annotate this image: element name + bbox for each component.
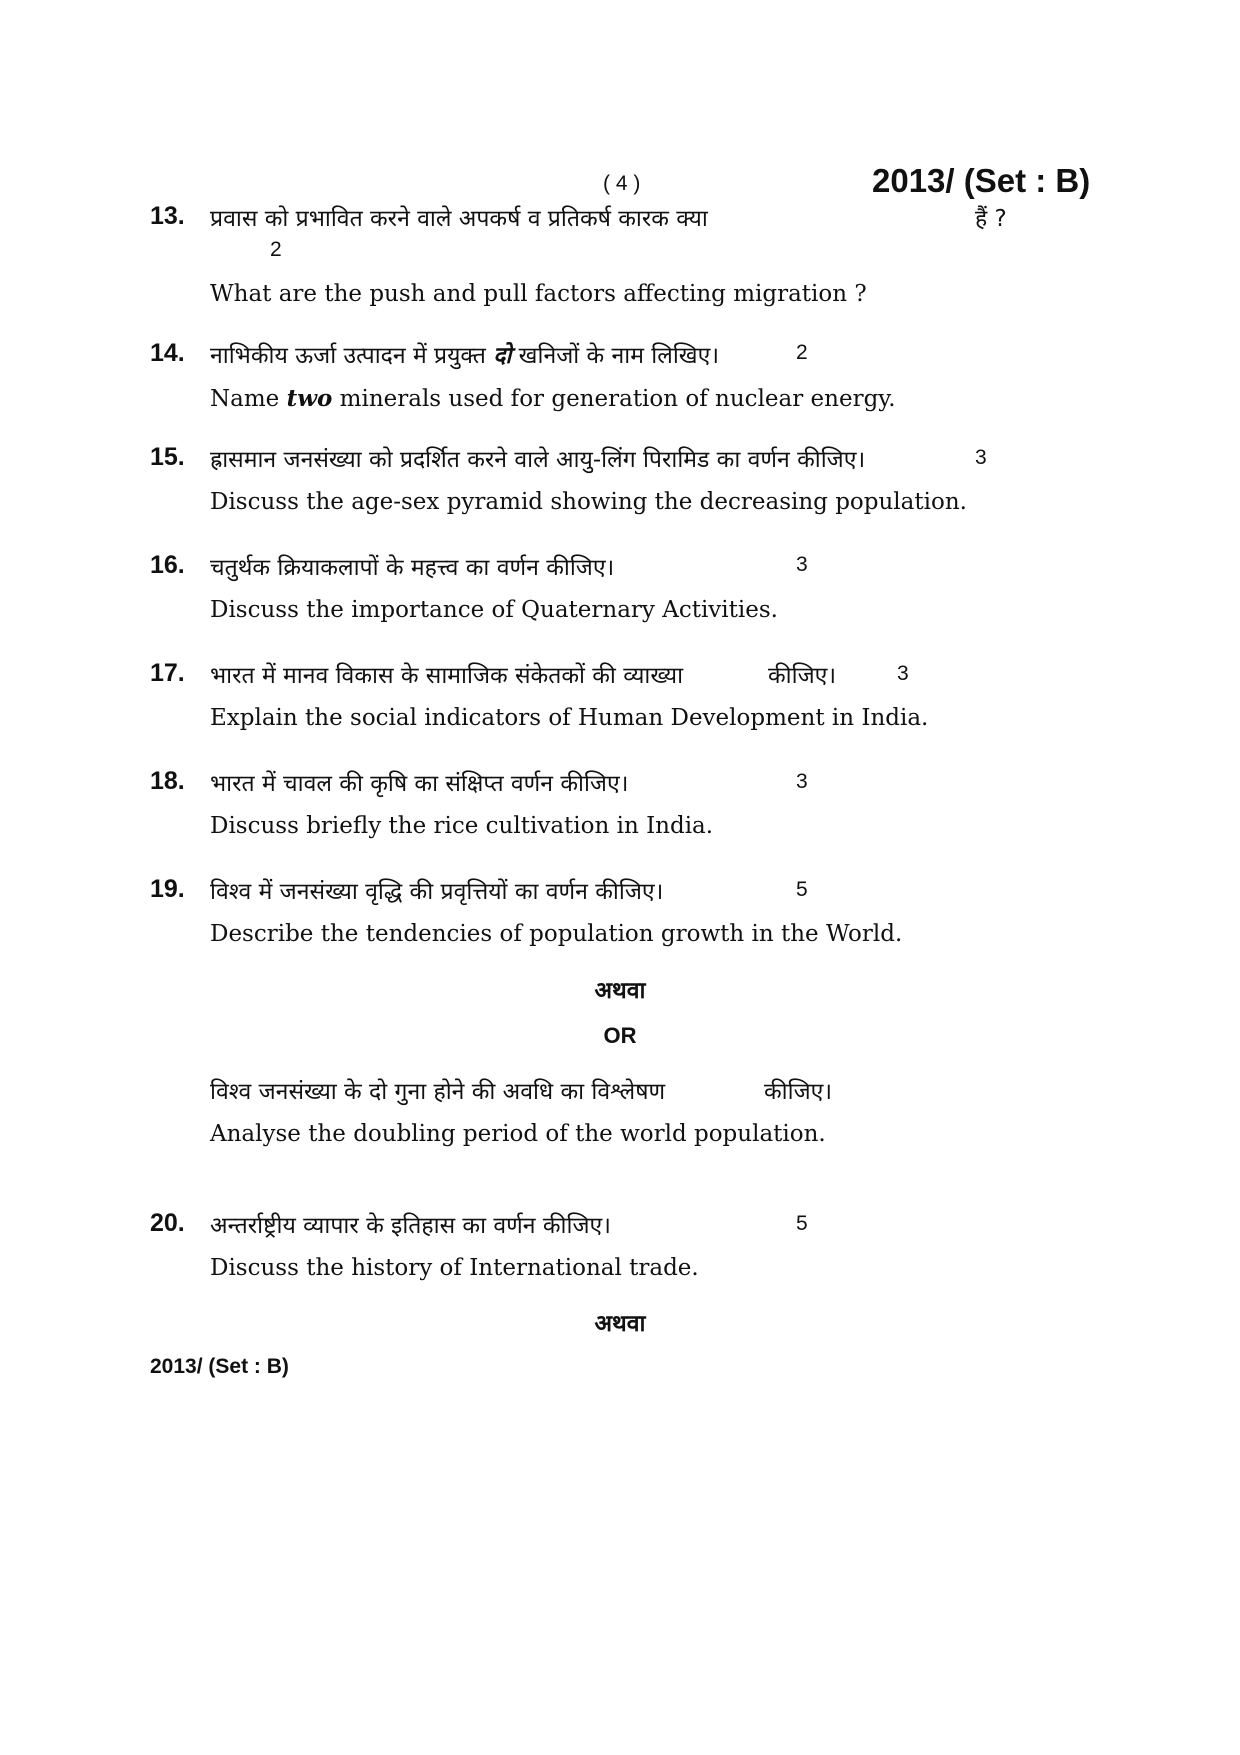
athwa-label: अथवा	[594, 978, 646, 1004]
question-number: 17.	[150, 659, 185, 687]
question-english: What are the push and pull factors affecting migration ?	[210, 281, 867, 307]
hindi-emphasis: दो	[493, 343, 512, 369]
question-hindi: अन्तर्राष्ट्रीय व्यापार के इतिहास का वर्णन कीजिए।	[210, 1213, 611, 1239]
question-number: 16.	[150, 551, 185, 579]
set-label-header: 2013/ (Set : B)	[872, 162, 1091, 199]
question-english: Explain the social indicators of Human Development in India.	[210, 705, 929, 731]
question-marks: 3	[897, 662, 909, 685]
question-number: 13.	[150, 202, 185, 230]
question-english: Discuss briefly the rice cultivation in India.	[210, 813, 714, 839]
hindi-pre: नाभिकीय ऊर्जा उत्पादन में प्रयुक्त	[210, 343, 486, 369]
question-english: Discuss the age-sex pyramid showing the decreasing population.	[210, 489, 967, 515]
question-marks: 3	[796, 770, 808, 793]
question-english: Discuss the history of International trade.	[210, 1255, 699, 1281]
question-english	[210, 385, 896, 412]
question-hindi: प्रवास को प्रभावित करने वाले अपकर्ष व प्रतिकर्ष कारक क्या	[210, 206, 708, 232]
question-marks: 5	[796, 878, 808, 901]
english-pre: Name	[210, 386, 280, 412]
question-hindi-tail: हैं ?	[975, 206, 1007, 232]
page-number: ( 4 )	[603, 172, 641, 195]
or-label: OR	[603, 1023, 637, 1048]
alt-question-english: Analyse the doubling period of the world population.	[210, 1121, 826, 1147]
question-hindi: विश्व में जनसंख्या वृद्धि की प्रवृत्तियों का वर्णन कीजिए।	[210, 879, 664, 905]
question-hindi: भारत में मानव विकास के सामाजिक संकेतकों की व्याख्या	[210, 663, 684, 689]
english-post: minerals used for generation of nuclear energy.	[339, 386, 896, 412]
question-hindi-tail: कीजिए।	[768, 663, 837, 689]
question-marks: 2	[270, 238, 282, 261]
english-emphasis: two	[286, 385, 333, 412]
hindi-post: खनिजों के नाम लिखिए।	[518, 343, 720, 369]
question-english: Describe the tendencies of population growth in the World.	[210, 921, 903, 947]
question-hindi: चतुर्थक क्रियाकलापों के महत्त्व का वर्णन कीजिए।	[210, 555, 615, 581]
question-number: 18.	[150, 767, 185, 795]
question-english: Discuss the importance of Quaternary Activities.	[210, 597, 778, 623]
alt-question-hindi-tail: कीजिए।	[764, 1079, 833, 1105]
question-number: 20.	[150, 1209, 185, 1237]
question-number: 14.	[150, 339, 185, 367]
question-number: 19.	[150, 875, 185, 903]
question-hindi: ह्रासमान जनसंख्या को प्रदर्शित करने वाले आयु-लिंग पिरामिड का वर्णन कीजिए।	[210, 447, 866, 473]
question-marks: 2	[796, 341, 808, 364]
question-number: 15.	[150, 443, 185, 471]
athwa-label: अथवा	[594, 1311, 646, 1337]
question-hindi	[210, 338, 719, 370]
question-marks: 3	[975, 446, 987, 469]
question-marks: 3	[796, 553, 808, 576]
alt-question-hindi: विश्व जनसंख्या के दो गुना होने की अवधि का विश्लेषण	[210, 1079, 666, 1105]
set-label-footer: 2013/ (Set : B)	[150, 1355, 289, 1378]
question-marks: 5	[796, 1212, 808, 1235]
question-hindi: भारत में चावल की कृषि का संक्षिप्त वर्णन कीजिए।	[210, 771, 629, 797]
